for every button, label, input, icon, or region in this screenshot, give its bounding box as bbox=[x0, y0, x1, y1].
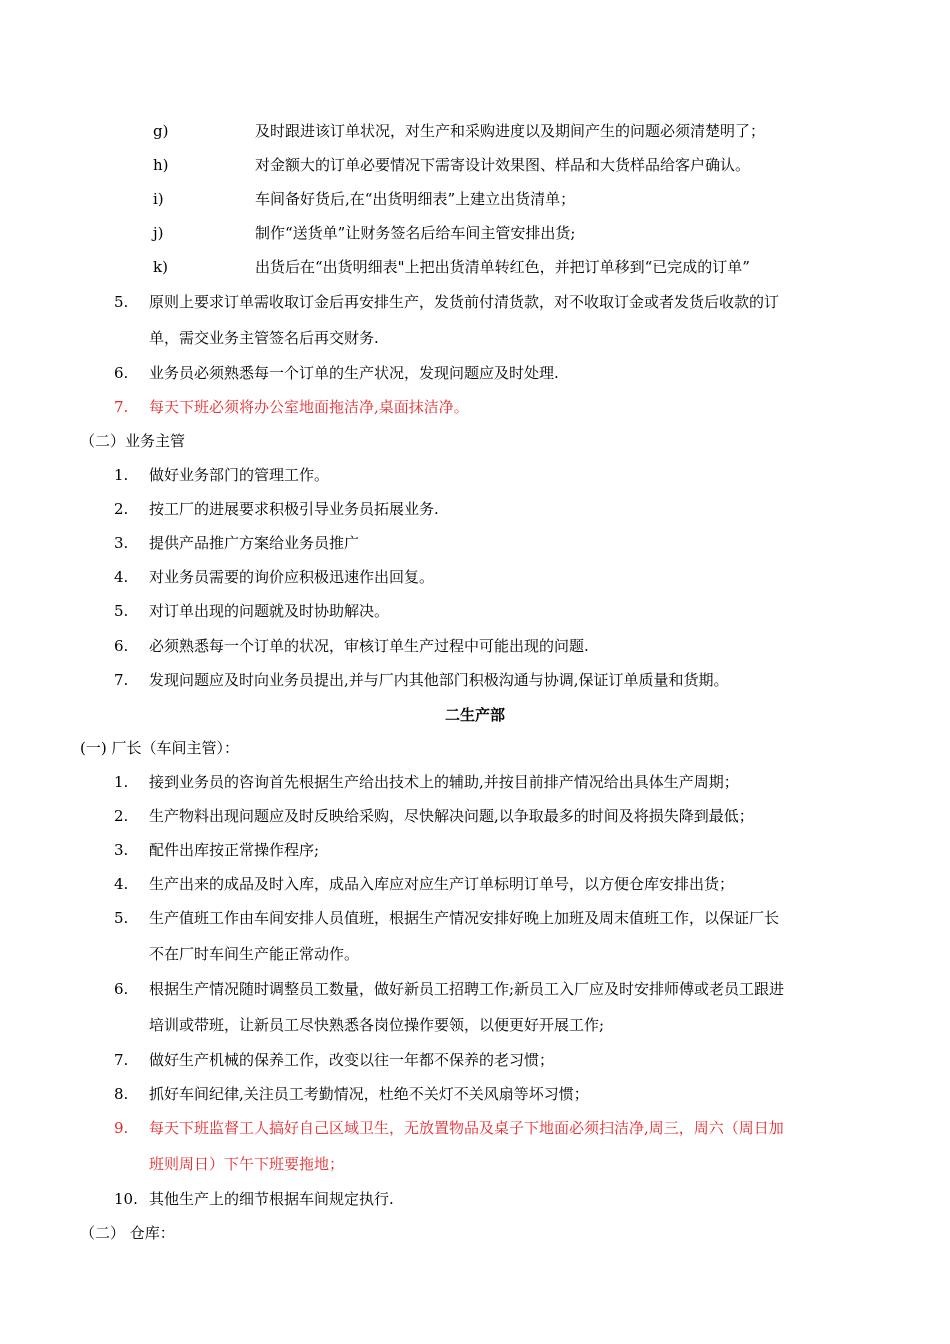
sub-item-letter-j: j) bbox=[153, 224, 164, 242]
list-item-number: 1. bbox=[114, 466, 129, 484]
list-item-text: 生产值班工作由车间安排人员值班，根据生产情况安排好晚上加班及周末值班工作，以保证厂长 bbox=[149, 909, 780, 927]
sub-item-text-g: 及时跟进该订单状况，对生产和采购进度以及期间产生的问题必须清楚明了； bbox=[255, 122, 766, 140]
list-item-number: 8. bbox=[114, 1085, 129, 1103]
list-item-text: 抓好车间纪律,关注员工考勤情况，杜绝不关灯不关风扇等坏习惯； bbox=[149, 1085, 589, 1103]
list-item-number: 5. bbox=[114, 909, 129, 927]
list-item-number: 10. bbox=[114, 1190, 138, 1208]
list-item-text-highlighted-continued: 班则周日）下午下班要拖地； bbox=[149, 1155, 345, 1173]
list-item-number: 3. bbox=[114, 534, 129, 552]
list-item-text: 业务员必须熟悉每一个订单的生产状况，发现问题应及时处理. bbox=[149, 364, 559, 382]
list-item-number: 7. bbox=[114, 1051, 129, 1069]
section-title-production: 二生产部 bbox=[444, 706, 505, 724]
list-item-number: 7. bbox=[114, 671, 129, 689]
list-item-text: 生产物料出现问题应及时反映给采购，尽快解决问题,以争取最多的时间及将损失降到最低； bbox=[149, 807, 754, 825]
list-item-text-highlighted: 每天下班必须将办公室地面拖洁净,桌面抹洁净。 bbox=[149, 398, 469, 416]
list-item-number: 6. bbox=[114, 637, 129, 655]
list-item-number: 2. bbox=[114, 500, 129, 518]
sub-item-letter-h: h) bbox=[153, 156, 169, 174]
list-item-number: 4. bbox=[114, 568, 129, 586]
list-item-text: 对业务员需要的询价应积极迅速作出回复。 bbox=[149, 568, 435, 586]
list-item-number: 5. bbox=[114, 602, 129, 620]
list-item-number: 9. bbox=[114, 1119, 129, 1137]
list-item-number: 6. bbox=[114, 980, 129, 998]
sub-item-text-k: 出货后在“出货明细表"上把出货清单转红色，并把订单移到“已完成的订单” bbox=[255, 258, 750, 276]
list-item-text: 原则上要求订单需收取订金后再安排生产，发货前付清货款，对不收取订金或者发货后收款的订 bbox=[149, 293, 780, 311]
list-item-number: 5. bbox=[114, 293, 129, 311]
list-item-number: 1. bbox=[114, 773, 129, 791]
list-item-text: 必须熟悉每一个订单的状况，审核订单生产过程中可能出现的问题. bbox=[149, 637, 589, 655]
sub-item-letter-i: i) bbox=[153, 190, 164, 208]
list-item-text: 对订单出现的问题就及时协助解决。 bbox=[149, 602, 390, 620]
sub-item-text-h: 对金额大的订单必要情况下需寄设计效果图、样品和大货样品给客户确认。 bbox=[255, 156, 751, 174]
sub-item-text-j: 制作“送货单”让财务签名后给车间主管安排出货; bbox=[255, 224, 576, 242]
list-item-number: 2. bbox=[114, 807, 129, 825]
list-item-text: 生产出来的成品及时入库，成品入库应对应生产订单标明订单号，以方便仓库安排出货； bbox=[149, 875, 735, 893]
list-item-text: 做好业务部门的管理工作。 bbox=[149, 466, 330, 484]
list-item-text: 发现问题应及时向业务员提出,并与厂内其他部门积极沟通与协调,保证订单质量和货期。 bbox=[149, 671, 729, 689]
section-heading-supervisor: （二）业务主管 bbox=[80, 432, 186, 450]
list-item-text-continued: 不在厂时车间生产能正常动作。 bbox=[149, 945, 360, 963]
sub-item-letter-g: g) bbox=[153, 122, 169, 140]
list-item-text-highlighted: 每天下班监督工人搞好自己区域卫生，无放置物品及桌子下地面必须扫洁净,周三，周六（周日加 bbox=[149, 1119, 784, 1137]
section-heading-factory-manager: (一) 厂长（车间主管）： bbox=[80, 739, 239, 757]
list-item-text: 其他生产上的细节根据车间规定执行. bbox=[149, 1190, 394, 1208]
list-item-text-continued: 培训或带班，让新员工尽快熟悉各岗位操作要领，以便更好开展工作; bbox=[149, 1016, 605, 1034]
list-item-text: 提供产品推广方案给业务员推广 bbox=[149, 534, 360, 552]
list-item-text: 配件出库按正常操作程序; bbox=[149, 841, 320, 859]
list-item-number: 3. bbox=[114, 841, 129, 859]
list-item-number: 6. bbox=[114, 364, 129, 382]
section-heading-warehouse: （二） 仓库： bbox=[80, 1224, 175, 1242]
list-item-text: 按工厂的进展要求积极引导业务员拓展业务. bbox=[149, 500, 439, 518]
list-item-text: 接到业务员的咨询首先根据生产给出技术上的辅助,并按目前排产情况给出具体生产周期； bbox=[149, 773, 739, 791]
list-item-number: 4. bbox=[114, 875, 129, 893]
sub-item-letter-k: k) bbox=[153, 258, 168, 276]
list-item-text-continued: 单，需交业务主管签名后再交财务. bbox=[149, 329, 379, 347]
sub-item-text-i: 车间备好货后,在“出货明细表”上建立出货清单； bbox=[255, 190, 576, 208]
list-item-number: 7. bbox=[114, 398, 129, 416]
list-item-text: 根据生产情况随时调整员工数量，做好新员工招聘工作;新员工入厂应及时安排师傅或老员工跟进 bbox=[149, 980, 785, 998]
list-item-text: 做好生产机械的保养工作，改变以往一年都不保养的老习惯； bbox=[149, 1051, 555, 1069]
